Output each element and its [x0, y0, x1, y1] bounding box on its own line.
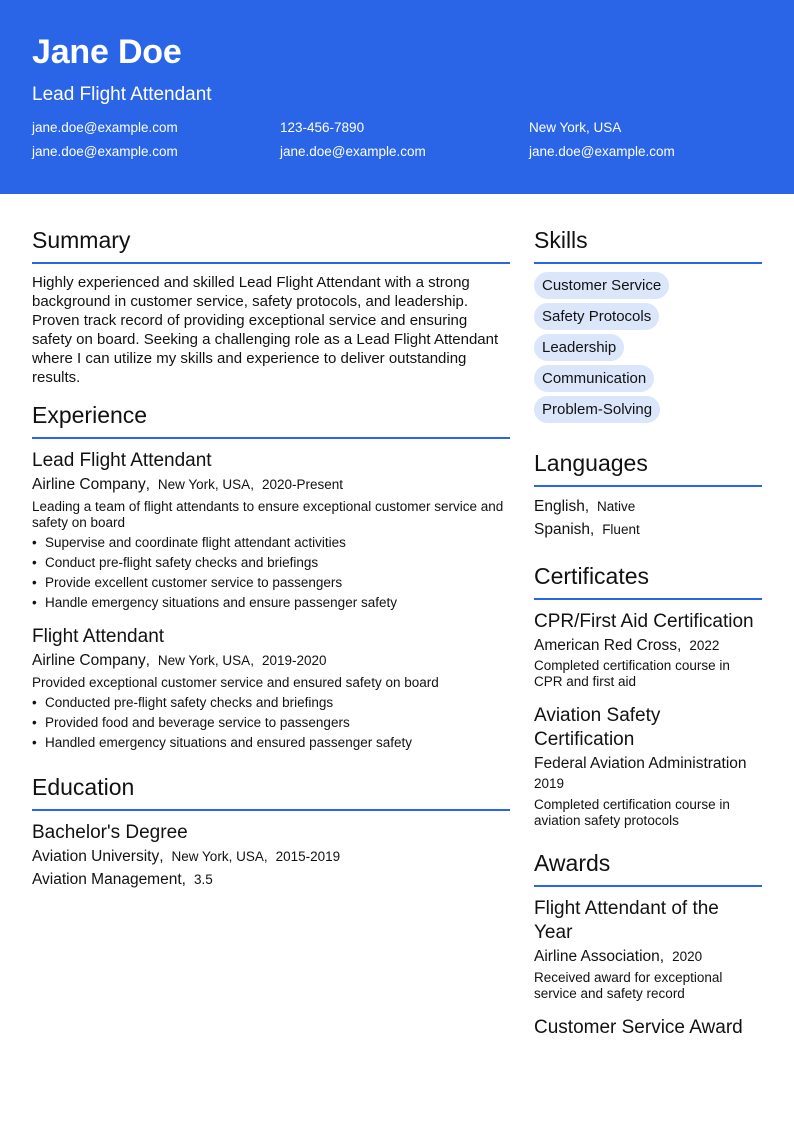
- language-item: Spanish , Fluent: [534, 518, 762, 541]
- contact-phone[interactable]: 123-456-7890: [280, 120, 365, 135]
- awards-section: [534, 849, 762, 1040]
- section-heading: Awards: [534, 849, 762, 887]
- cert-issuer: Federal Aviation Administration: [534, 755, 747, 772]
- job-description: Leading a team of flight attendants to ensure exceptional customer service and safety on board: [32, 499, 504, 530]
- language-level: Fluent: [602, 522, 640, 537]
- edu-location: New York, USA: [171, 849, 264, 864]
- section-heading: Education: [32, 773, 510, 811]
- resume-header: [0, 0, 794, 194]
- contact-email[interactable]: jane.doe@example.com: [280, 144, 426, 159]
- edu-school: Aviation University: [32, 848, 160, 865]
- contact-email[interactable]: jane.doe@example.com: [32, 120, 178, 135]
- experience-section: [32, 401, 510, 751]
- candidate-title: Lead Flight Attendant: [32, 84, 212, 105]
- award-issuer: Airline Association: [534, 948, 660, 965]
- main-column: [32, 194, 510, 1040]
- list-item: • Conducted pre-flight safety checks and briefings: [32, 695, 510, 711]
- skill-chip: Leadership: [534, 334, 624, 361]
- skill-chip: Customer Service: [534, 272, 669, 299]
- job-description: Provided exceptional customer service and ensured safety on board: [32, 675, 439, 690]
- award-meta: Airline Association, 2020: [534, 948, 703, 965]
- job-entry: [32, 625, 510, 751]
- certificates-section: [534, 562, 762, 829]
- list-item: • Supervise and coordinate flight attendant activities: [32, 535, 510, 551]
- award-year: 2020: [672, 949, 703, 964]
- section-heading: Experience: [32, 401, 510, 439]
- cert-year: 2022: [689, 638, 720, 653]
- skill-chip: Communication: [534, 365, 654, 392]
- list-item: • Handle emergency situations and ensure passenger safety: [32, 595, 510, 611]
- skills-section: [534, 226, 762, 427]
- summary-text: Highly experienced and skilled Lead Flight Attendant with a strong background in customer service, safety protocols, and leadership. Proven track record of providing exceptional service and ensuring safety on board. Seeking a challenging role as a Lead Flight Attendant where I can utilize my skills and experience to deliver outstanding results.: [32, 274, 499, 386]
- certificate-entry: [534, 704, 762, 829]
- job-meta: Airline Company , New York, USA , 2019-2020: [32, 652, 327, 669]
- skills-list: [534, 272, 762, 427]
- resume-body: [0, 194, 794, 1040]
- section-heading: Skills: [534, 226, 762, 264]
- list-item: • Conduct pre-flight safety checks and briefings: [32, 555, 510, 571]
- job-location: New York, USA: [157, 653, 251, 668]
- contact-email[interactable]: jane.doe@example.com: [32, 144, 178, 159]
- language-name: English: [534, 498, 585, 515]
- job-entry: [32, 449, 510, 611]
- section-heading: Languages: [534, 449, 762, 487]
- cert-title: CPR/First Aid Certification: [534, 611, 754, 632]
- language-item: English , Native: [534, 495, 762, 518]
- section-heading: Certificates: [534, 562, 762, 600]
- section-heading: Summary: [32, 226, 510, 264]
- certificate-entry: [534, 610, 762, 690]
- job-company: Airline Company: [32, 652, 146, 669]
- skill-chip: Problem-Solving: [534, 396, 660, 423]
- skill-chip: Safety Protocols: [534, 303, 659, 330]
- cert-description: Completed certification course in aviation safety protocols: [534, 797, 730, 828]
- cert-meta: American Red Cross, 2022: [534, 637, 720, 654]
- summary-section: [32, 226, 510, 387]
- job-company: Airline Company: [32, 476, 146, 493]
- languages-section: [534, 449, 762, 541]
- edu-gpa: 3.5: [193, 872, 213, 887]
- award-entry: [534, 1016, 762, 1040]
- language-level: Native: [597, 499, 636, 514]
- list-item: • Provide excellent customer service to passengers: [32, 575, 510, 591]
- job-title: Lead Flight Attendant: [32, 450, 212, 471]
- job-title: Flight Attendant: [32, 626, 165, 647]
- language-name: Spanish: [534, 521, 591, 538]
- cert-issuer: American Red Cross: [534, 637, 677, 654]
- award-title: Customer Service Award: [534, 1017, 743, 1038]
- edu-field-row: Aviation Management , 3.5: [32, 869, 510, 891]
- award-title: Flight Attendant of the Year: [534, 898, 719, 943]
- candidate-name: Jane Doe: [32, 33, 182, 71]
- list-item: • Handled emergency situations and ensured passenger safety: [32, 735, 510, 751]
- list-item: • Provided food and beverage service to passengers: [32, 715, 510, 731]
- edu-degree: Bachelor's Degree: [32, 822, 188, 843]
- side-column: [534, 194, 762, 1040]
- contact-email[interactable]: jane.doe@example.com: [529, 144, 675, 159]
- edu-field: Aviation Management: [32, 871, 182, 888]
- education-section: [32, 773, 510, 891]
- job-bullets: [32, 695, 510, 751]
- job-location: New York, USA: [157, 477, 251, 492]
- award-description: Received award for exceptional service and safety record: [534, 970, 723, 1001]
- edu-dates: 2015-2019: [275, 849, 341, 864]
- education-entry: [32, 821, 510, 891]
- job-dates: 2020-Present: [261, 477, 344, 492]
- award-entry: [534, 897, 762, 1002]
- languages-list: [534, 495, 762, 541]
- contact-info: [32, 120, 762, 160]
- contact-location: New York, USA: [529, 120, 622, 135]
- job-meta: Airline Company , New York, USA , 2020-Present: [32, 476, 344, 493]
- job-bullets: [32, 535, 510, 611]
- cert-title: Aviation Safety Certification: [534, 705, 661, 750]
- cert-year: 2019: [534, 776, 565, 791]
- edu-school-row: Aviation University , New York, USA , 2015-2019: [32, 846, 510, 868]
- cert-description: Completed certification course in CPR and first aid: [534, 658, 730, 689]
- job-dates: 2019-2020: [261, 653, 327, 668]
